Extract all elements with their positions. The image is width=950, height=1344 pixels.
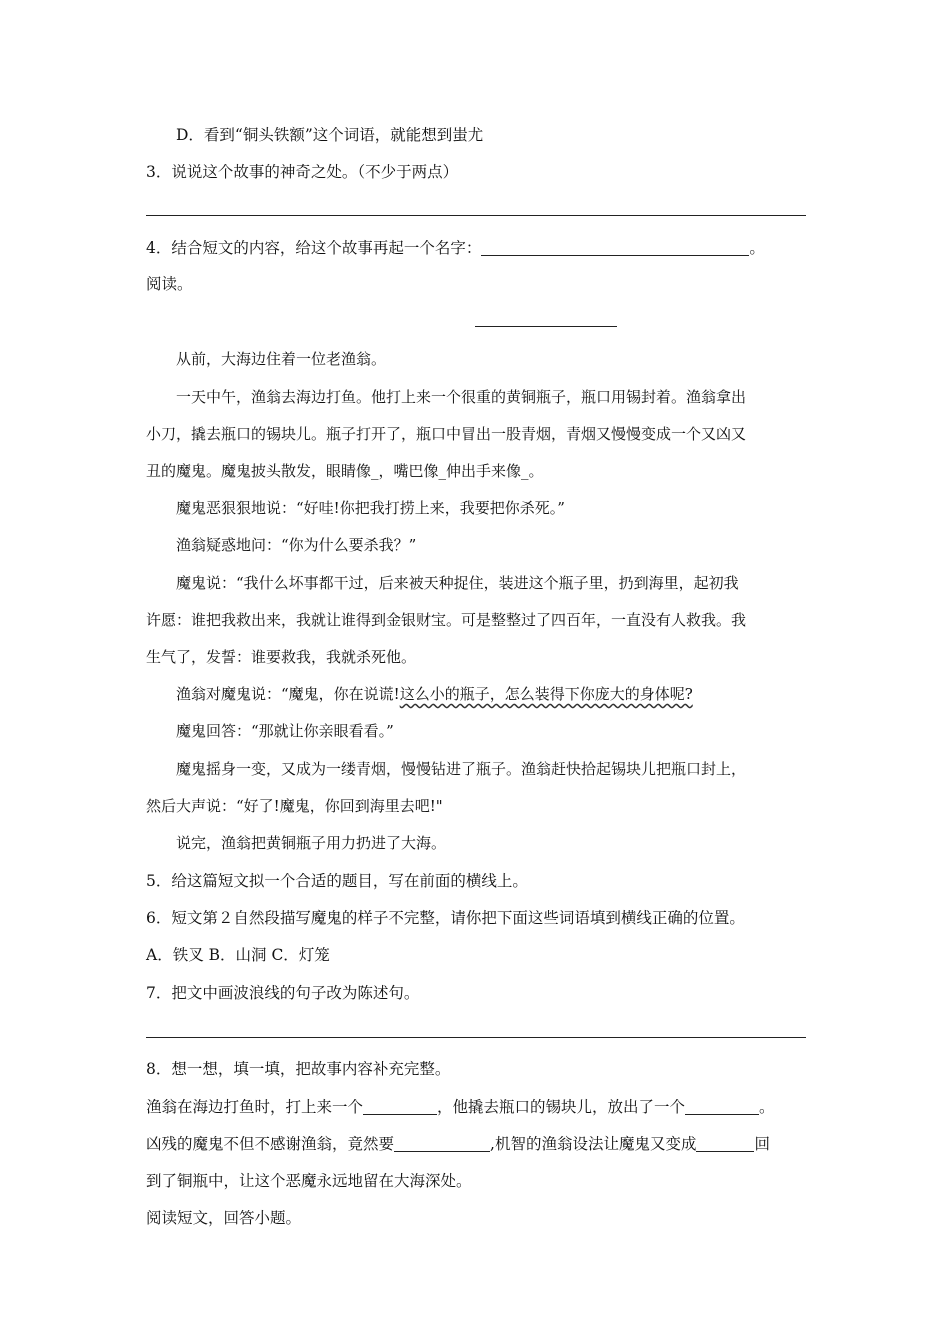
question-8: 8．想一想，填一填，把故事内容补充完整。 xyxy=(146,1060,451,1078)
read-label: 阅读。 xyxy=(146,275,193,293)
question-4-text: 4．结合短文的内容，给这个故事再起一个名字： xyxy=(146,239,482,257)
story-p4: 渔翁疑惑地问：“你为什么要杀我？” xyxy=(176,536,417,554)
question-4-suffix: 。 xyxy=(749,239,765,257)
story-p2-line1: 一天中午，渔翁去海边打鱼。他打上来一个很重的黄铜瓶子，瓶口用锡封着。渔翁拿出 xyxy=(176,388,747,406)
story-p7: 魔鬼回答：“那就让你亲眼看看。” xyxy=(176,722,394,740)
story-p5-line2: 许愿：谁把我救出来，我就让谁得到金银财宝。可是整整过了四百年，一直没有人救我。我 xyxy=(146,611,747,629)
question-8-line2 xyxy=(146,1133,770,1155)
story-p9: 说完，渔翁把黄铜瓶子用力扔进了大海。 xyxy=(176,834,447,852)
q8-blank-1[interactable] xyxy=(363,1098,437,1115)
question-3: 3．说说这个故事的神奇之处。（不少于两点） xyxy=(146,163,459,181)
question-8-line3: 到了铜瓶中，让这个恶魔永远地留在大海深处。 xyxy=(146,1172,472,1190)
story-p8-line2: 然后大声说：“好了!魔鬼，你回到海里去吧!" xyxy=(146,797,443,815)
story-p2-line3: 丑的魔鬼。魔鬼披头散发，眼睛像_，嘴巴像_伸出手来像_。 xyxy=(146,462,544,480)
question-4 xyxy=(146,237,765,259)
question-6: 6．短文第２自然段描写魔鬼的样子不完整，请你把下面这些词语填到横线正确的位置。 xyxy=(146,909,745,927)
story-p6-text: 渔翁对魔鬼说：“魔鬼，你在说谎! xyxy=(176,685,400,703)
story-p6 xyxy=(176,683,693,705)
q8-line1-text-c: 。 xyxy=(759,1098,775,1116)
answer-line-q7[interactable] xyxy=(146,1037,806,1038)
wavy-sentence: 这么小的瓶子，怎么装得下你庞大的身体呢? xyxy=(399,685,693,703)
story-p8-line1: 魔鬼摇身一变，又成为一缕青烟，慢慢钻进了瓶子。渔翁赶快拾起锡块儿把瓶口封上， xyxy=(176,760,747,778)
question-8-line1 xyxy=(146,1096,775,1118)
story-p2-line2: 小刀，撬去瓶口的锡块儿。瓶子打开了，瓶口中冒出一股青烟，青烟又慢慢变成一个又凶又 xyxy=(146,425,747,443)
question-7: 7．把文中画波浪线的句子改为陈述句。 xyxy=(146,984,420,1002)
q8-line2-text-c: 回 xyxy=(754,1135,770,1153)
read-answer-label: 阅读短文，回答小题。 xyxy=(146,1209,302,1227)
q8-line1-text-a: 渔翁在海边打鱼时，打上来一个 xyxy=(146,1098,364,1116)
story-p1: 从前，大海边住着一位老渔翁。 xyxy=(176,350,387,368)
q8-line2-text-b: ,机智的渔翁设法让魔鬼又变成 xyxy=(490,1135,697,1153)
question-6-options: A．铁叉 B．山洞 C．灯笼 xyxy=(146,946,330,964)
story-p3: 魔鬼恶狠狠地说：“好哇!你把我打捞上来，我要把你杀死。” xyxy=(176,499,565,517)
q8-blank-4[interactable] xyxy=(696,1135,754,1152)
q2-option-d: D．看到“铜头铁额”这个词语，就能想到蚩尤 xyxy=(176,126,484,144)
q8-blank-2[interactable] xyxy=(685,1098,759,1115)
q8-line1-text-b: ，他撬去瓶口的锡块儿，放出了一个 xyxy=(437,1098,686,1116)
q8-line2-text-a: 凶残的魔鬼不但不感谢渔翁，竟然要 xyxy=(146,1135,395,1153)
q8-blank-3[interactable] xyxy=(394,1135,490,1152)
story-p5-line3: 生气了，发誓：谁要救我，我就杀死他。 xyxy=(146,648,417,666)
question-5: 5．给这篇短文拟一个合适的题目，写在前面的横线上。 xyxy=(146,872,528,890)
answer-line-q3[interactable] xyxy=(146,215,806,216)
story-p5-line1: 魔鬼说：“我什么坏事都干过，后来被天种捉住，装进这个瓶子里，扔到海里，起初我 xyxy=(176,574,739,592)
answer-blank-q4[interactable] xyxy=(481,239,749,256)
title-blank[interactable] xyxy=(475,326,617,327)
